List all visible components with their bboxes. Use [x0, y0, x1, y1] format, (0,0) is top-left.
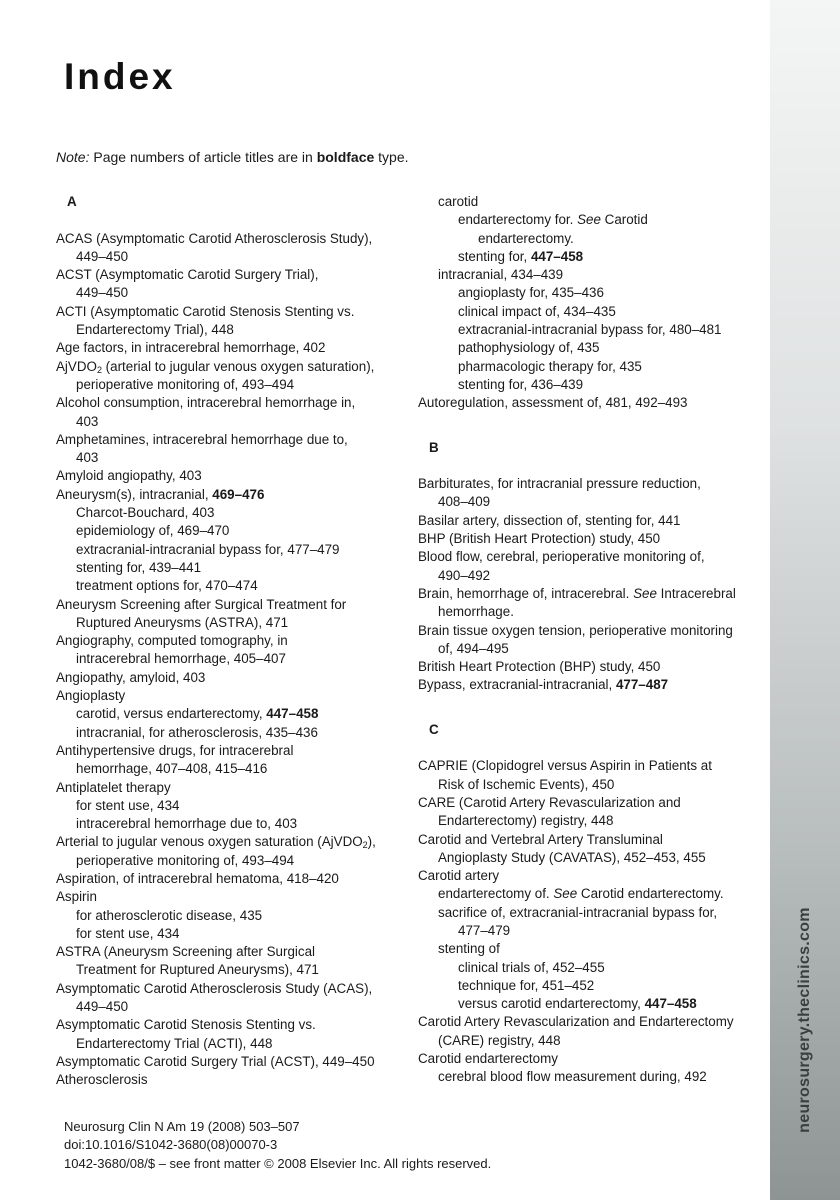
index-entry: Angiography, computed tomography, in — [56, 633, 288, 649]
index-column-right — [418, 193, 763, 1087]
index-entry-cont: hemorrhage, 407–408, 415–416 — [76, 761, 268, 777]
index-entry: ACTI (Asymptomatic Carotid Stenosis Stenting vs. — [56, 303, 355, 319]
index-subentry: treatment options for, 470–474 — [76, 578, 258, 594]
index-subentry: clinical trials of, 452–455 — [458, 959, 605, 975]
index-subentry: carotid — [438, 194, 479, 209]
index-entry: Asymptomatic Carotid Surgery Trial (ACST), 449–450 — [56, 1053, 375, 1069]
index-entry: Carotid Artery Revascularization and Endarterectomy — [418, 1014, 734, 1030]
index-entry: Aneurysm Screening after Surgical Treatment for — [56, 596, 347, 612]
index-subentry: versus carotid endarterectomy, 447–458 — [458, 996, 697, 1012]
index-entry: Bypass, extracranial-intracranial, 477–487 — [418, 677, 669, 693]
index-subentry: extracranial-intracranial bypass for, 480–481 — [458, 322, 722, 338]
index-entry-cont: 449–450 — [76, 248, 129, 264]
index-entry: Aspirin — [56, 889, 97, 905]
index-subentry: pharmacologic therapy for, 435 — [458, 358, 642, 374]
index-entry: Atherosclerosis — [56, 1072, 148, 1088]
index-subentry: extracranial-intracranial bypass for, 477–479 — [76, 541, 340, 557]
index-entry-cont: intracerebral hemorrhage, 405–407 — [76, 651, 286, 667]
index-entry: Aspiration, of intracerebral hematoma, 418–420 — [56, 870, 339, 886]
section-letter-a: A — [67, 194, 77, 209]
index-entry: Angiopathy, amyloid, 403 — [56, 669, 206, 685]
index-entry: BHP (British Heart Protection) study, 450 — [418, 531, 661, 547]
index-entry-cont: Ruptured Aneurysms (ASTRA), 471 — [76, 614, 289, 630]
note-label: Note: — [56, 149, 90, 165]
index-subentry: for stent use, 434 — [76, 925, 180, 941]
index-entry-cont: 403 — [76, 413, 99, 429]
index-entry-cont: hemorrhage. — [438, 604, 514, 620]
index-entry: AjVDO$_2$ (arterial to jugular venous oxygen saturation), — [56, 358, 375, 375]
index-entry: Aneurysm(s), intracranial, 469–476 — [56, 486, 265, 502]
index-subentry: stenting for, 439–441 — [76, 559, 202, 575]
index-entry: Blood flow, cerebral, perioperative monitoring of, — [418, 549, 705, 565]
index-entry: Brain, hemorrhage of, intracerebral. See Intracerebral — [418, 585, 736, 601]
index-entry: Angioplasty — [56, 688, 126, 704]
index-entry: Autoregulation, assessment of, 481, 492–493 — [418, 395, 688, 411]
copyright-line: 1042-3680/08/$ – see front matter © 2008 Elsevier Inc. All rights reserved. — [64, 1155, 492, 1171]
journal-sidebar — [770, 0, 840, 1200]
index-entry: Arterial to jugular venous oxygen saturation (AjVDO$_2$), — [56, 834, 376, 851]
index-subentry: stenting for, 436–439 — [458, 376, 584, 392]
index-entry-cont: Risk of Ischemic Events), 450 — [438, 776, 615, 792]
index-entry-cont: of, 494–495 — [438, 640, 509, 656]
index-subentry: cerebral blood flow measurement during, 492 — [438, 1069, 707, 1085]
index-subentry: clinical impact of, 434–435 — [458, 303, 616, 319]
index-entry: Asymptomatic Carotid Stenosis Stenting vs. — [56, 1017, 316, 1033]
index-subentry: stenting of — [438, 941, 500, 957]
index-entry-cont: Endarterectomy) registry, 448 — [438, 813, 614, 829]
index-note: Note: Page numbers of article titles are in boldface type. — [56, 149, 409, 165]
index-entry-cont: Endarterectomy Trial), 448 — [76, 322, 234, 338]
index-subentry: stenting for, 447–458 — [458, 248, 584, 264]
citation-footer — [64, 1118, 491, 1173]
index-entry-cont: 408–409 — [438, 494, 491, 510]
index-entry: Carotid endarterectomy — [418, 1051, 558, 1067]
index-subentry: Charcot-Bouchard, 403 — [76, 505, 215, 521]
index-entry-cont: perioperative monitoring of, 493–494 — [76, 376, 295, 392]
index-entry: Carotid artery — [418, 868, 500, 884]
index-subentry: angioplasty for, 435–436 — [458, 285, 604, 301]
index-entry: Age factors, in intracerebral hemorrhage, 402 — [56, 340, 326, 356]
index-subentry: endarterectomy of. See Carotid endarterectomy. — [438, 886, 724, 902]
page-title: Index — [64, 56, 176, 97]
index-entry-cont: endarterectomy. — [478, 230, 574, 246]
journal-url[interactable]: neurosurgery.theclinics.com — [796, 907, 813, 1133]
index-entry-cont: perioperative monitoring of, 493–494 — [76, 852, 295, 868]
index-entry: Asymptomatic Carotid Atherosclerosis Study (ACAS), — [56, 980, 373, 996]
doi-link[interactable]: doi:10.1016/S1042-3680(08)00070-3 — [64, 1137, 278, 1153]
index-entry: ASTRA (Aneurysm Screening after Surgical — [56, 944, 315, 960]
index-entry-cont: 403 — [76, 450, 99, 466]
index-entry: Basilar artery, dissection of, stenting for, 441 — [418, 512, 681, 528]
index-column-left — [56, 193, 401, 1090]
index-entry: Antihypertensive drugs, for intracerebral — [56, 742, 294, 758]
index-subentry: sacrifice of, extracranial-intracranial bypass for, — [438, 904, 718, 920]
index-entry: ACST (Asymptomatic Carotid Surgery Trial), — [56, 267, 319, 283]
index-entry: Amphetamines, intracerebral hemorrhage due to, — [56, 431, 348, 447]
index-entry: Antiplatelet therapy — [56, 779, 171, 795]
index-entry-cont: Angioplasty Study (CAVATAS), 452–453, 455 — [438, 849, 706, 865]
index-entry: Barbiturates, for intracranial pressure reduction, — [418, 476, 701, 492]
index-entry: CAPRIE (Clopidogrel versus Aspirin in Patients at — [418, 758, 712, 774]
index-subentry: intracerebral hemorrhage due to, 403 — [76, 816, 298, 832]
section-letter-b: B — [429, 439, 439, 455]
index-subentry: carotid, versus endarterectomy, 447–458 — [76, 706, 319, 722]
index-subentry: intracranial, 434–439 — [438, 267, 564, 283]
index-entry-cont: 490–492 — [438, 567, 491, 583]
index-entry-cont: 449–450 — [76, 999, 129, 1015]
index-entry: ACAS (Asymptomatic Carotid Atherosclerosis Study), — [56, 230, 373, 246]
index-subentry: epidemiology of, 469–470 — [76, 523, 230, 539]
index-entry-cont: (CARE) registry, 448 — [438, 1032, 561, 1048]
index-entry: Amyloid angiopathy, 403 — [56, 468, 202, 484]
index-subentry: endarterectomy for. See Carotid — [458, 212, 648, 228]
journal-citation: Neurosurg Clin N Am 19 (2008) 503–507 — [64, 1119, 300, 1134]
index-subentry: for atherosclerotic disease, 435 — [76, 907, 263, 923]
index-entry: British Heart Protection (BHP) study, 450 — [418, 659, 661, 675]
index-entry-cont: Treatment for Ruptured Aneurysms), 471 — [76, 962, 319, 978]
index-subentry: pathophysiology of, 435 — [458, 340, 600, 356]
index-entry: Alcohol consumption, intracerebral hemorrhage in, — [56, 395, 356, 411]
index-entry: Brain tissue oxygen tension, perioperative monitoring — [418, 622, 733, 638]
index-entry: CARE (Carotid Artery Revascularization and — [418, 794, 681, 810]
index-subentry: for stent use, 434 — [76, 797, 180, 813]
index-subentry: technique for, 451–452 — [458, 977, 595, 993]
index-entry-cont: 477–479 — [458, 922, 511, 938]
index-entry: Carotid and Vertebral Artery Transluminal — [418, 831, 663, 847]
index-entry-cont: 449–450 — [76, 285, 129, 301]
section-letter-c: C — [429, 721, 439, 737]
index-subentry: intracranial, for atherosclerosis, 435–436 — [76, 724, 318, 740]
index-entry-cont: Endarterectomy Trial (ACTI), 448 — [76, 1035, 273, 1051]
